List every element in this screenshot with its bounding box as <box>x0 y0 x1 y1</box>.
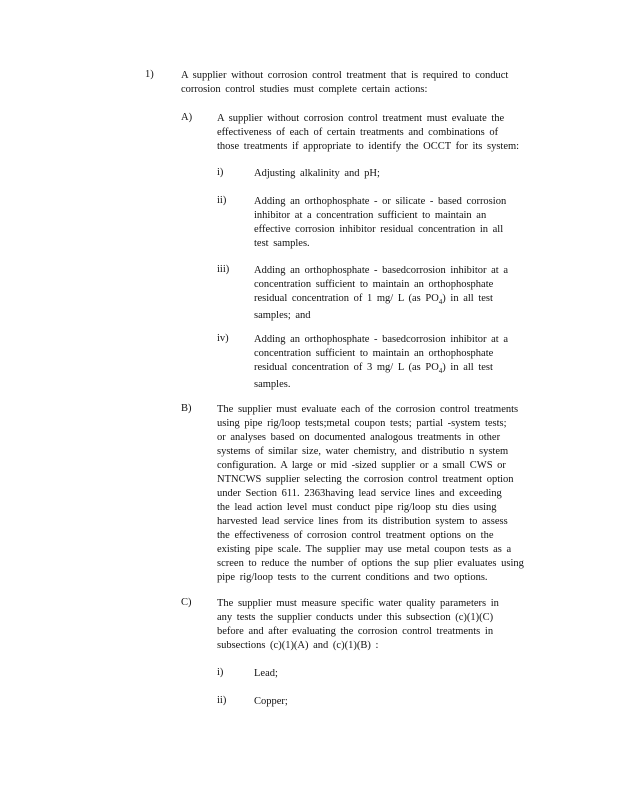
text-line: systems of similar size, water chemistry, and distributio n system <box>217 446 509 457</box>
text-line: corrosion control studies must complete certain actions: <box>181 84 428 95</box>
text-line: existing pipe scale. The supplier may use metal coupon tests as a <box>217 544 512 555</box>
item-a-text <box>217 112 547 154</box>
text-line: The supplier must evaluate each of the corrosion control treatments <box>217 404 519 415</box>
text-line: configuration. A large or mid -sized supplier or a small CWS or <box>217 460 506 471</box>
item-1-text <box>181 69 541 97</box>
text-line: NTNCWS supplier selecting the corrosion control treatment option <box>217 474 514 485</box>
text-line: before and after evaluating the corrosion control treatments in <box>217 626 494 637</box>
item-a-ii-label: ii) <box>217 195 227 206</box>
item-a-i-label: i) <box>217 167 224 178</box>
text-line: A supplier without corrosion control treatment that is required to conduct <box>181 70 509 81</box>
text-line <box>254 292 544 309</box>
text-line: concentration sufficient to maintain an orthophosphate <box>254 279 494 290</box>
text-line: the lead action level must conduct pipe rig/loop stu dies using <box>217 502 497 513</box>
subscript: 4 <box>438 298 443 307</box>
text-line: Copper; <box>254 696 288 707</box>
text-line: Adding an orthophosphate - basedcorrosion inhibitor at a <box>254 265 508 276</box>
text-line: Adding an orthophosphate - or silicate - based corrosion <box>254 196 507 207</box>
text-fragment: ) in all test <box>442 293 493 304</box>
text-line: Adding an orthophosphate - basedcorrosion inhibitor at a <box>254 334 508 345</box>
text-line: or analyses based on documented analogous treatments in other <box>217 432 501 443</box>
text-line: those treatments if appropriate to identify the OCCT for its system: <box>217 141 520 152</box>
item-b-label: B) <box>181 403 192 414</box>
text-line: samples; and <box>254 310 311 322</box>
text-line: subsections (c)(1)(A) and (c)(1)(B) : <box>217 640 379 651</box>
text-line: Adjusting alkalinity and pH; <box>254 168 380 179</box>
item-b-text <box>217 403 547 585</box>
text-fragment: residual concentration of 1 mg/ L (as PO <box>254 293 439 304</box>
text-line: A supplier without corrosion control treatment must evaluate the <box>217 113 505 124</box>
item-c-ii-label: ii) <box>217 695 227 706</box>
item-a-label: A) <box>181 112 193 123</box>
subscript: 4 <box>438 367 443 376</box>
item-c-ii-text <box>254 695 544 709</box>
text-fragment: residual concentration of 3 mg/ L (as PO <box>254 362 439 373</box>
item-a-iv-text <box>254 333 544 392</box>
text-line: test samples. <box>254 238 310 249</box>
item-c-i-label: i) <box>217 667 224 678</box>
text-line: screen to reduce the number of options the sup plier evaluates using <box>217 558 524 569</box>
text-line: The supplier must measure specific water quality parameters in <box>217 598 499 609</box>
text-line: pipe rig/loop tests to the current conditions and two options. <box>217 572 488 583</box>
text-line: Lead; <box>254 668 278 679</box>
text-line: under Section 611. 2363having lead service lines and exceeding <box>217 488 502 499</box>
item-c-text <box>217 597 547 653</box>
item-a-i-text <box>254 167 544 181</box>
text-line: the effectiveness of corrosion control treatment options on the <box>217 530 494 541</box>
item-a-iv-label: iv) <box>217 333 229 344</box>
text-line: effectiveness of each of certain treatments and combinations of <box>217 127 499 138</box>
text-line <box>254 361 544 378</box>
item-1-label: 1) <box>145 69 154 80</box>
text-fragment: ) in all test <box>442 362 493 373</box>
text-line: samples. <box>254 379 291 391</box>
item-c-i-text <box>254 667 544 681</box>
item-a-ii-text <box>254 195 544 251</box>
text-line: using pipe rig/loop tests;metal coupon tests; partial -system tests; <box>217 418 507 429</box>
item-a-iii-text <box>254 264 544 323</box>
item-a-iii-label: iii) <box>217 264 230 275</box>
text-line: effective corrosion inhibitor residual concentration in all <box>254 224 504 235</box>
text-line: concentration sufficient to maintain an orthophosphate <box>254 348 494 359</box>
text-line: inhibitor at a concentration sufficient to maintain an <box>254 210 487 221</box>
text-line: harvested lead service lines from its distribution system to assess <box>217 516 508 527</box>
item-c-label: C) <box>181 597 192 608</box>
text-line: any tests the supplier conducts under this subsection (c)(1)(C) <box>217 612 494 623</box>
